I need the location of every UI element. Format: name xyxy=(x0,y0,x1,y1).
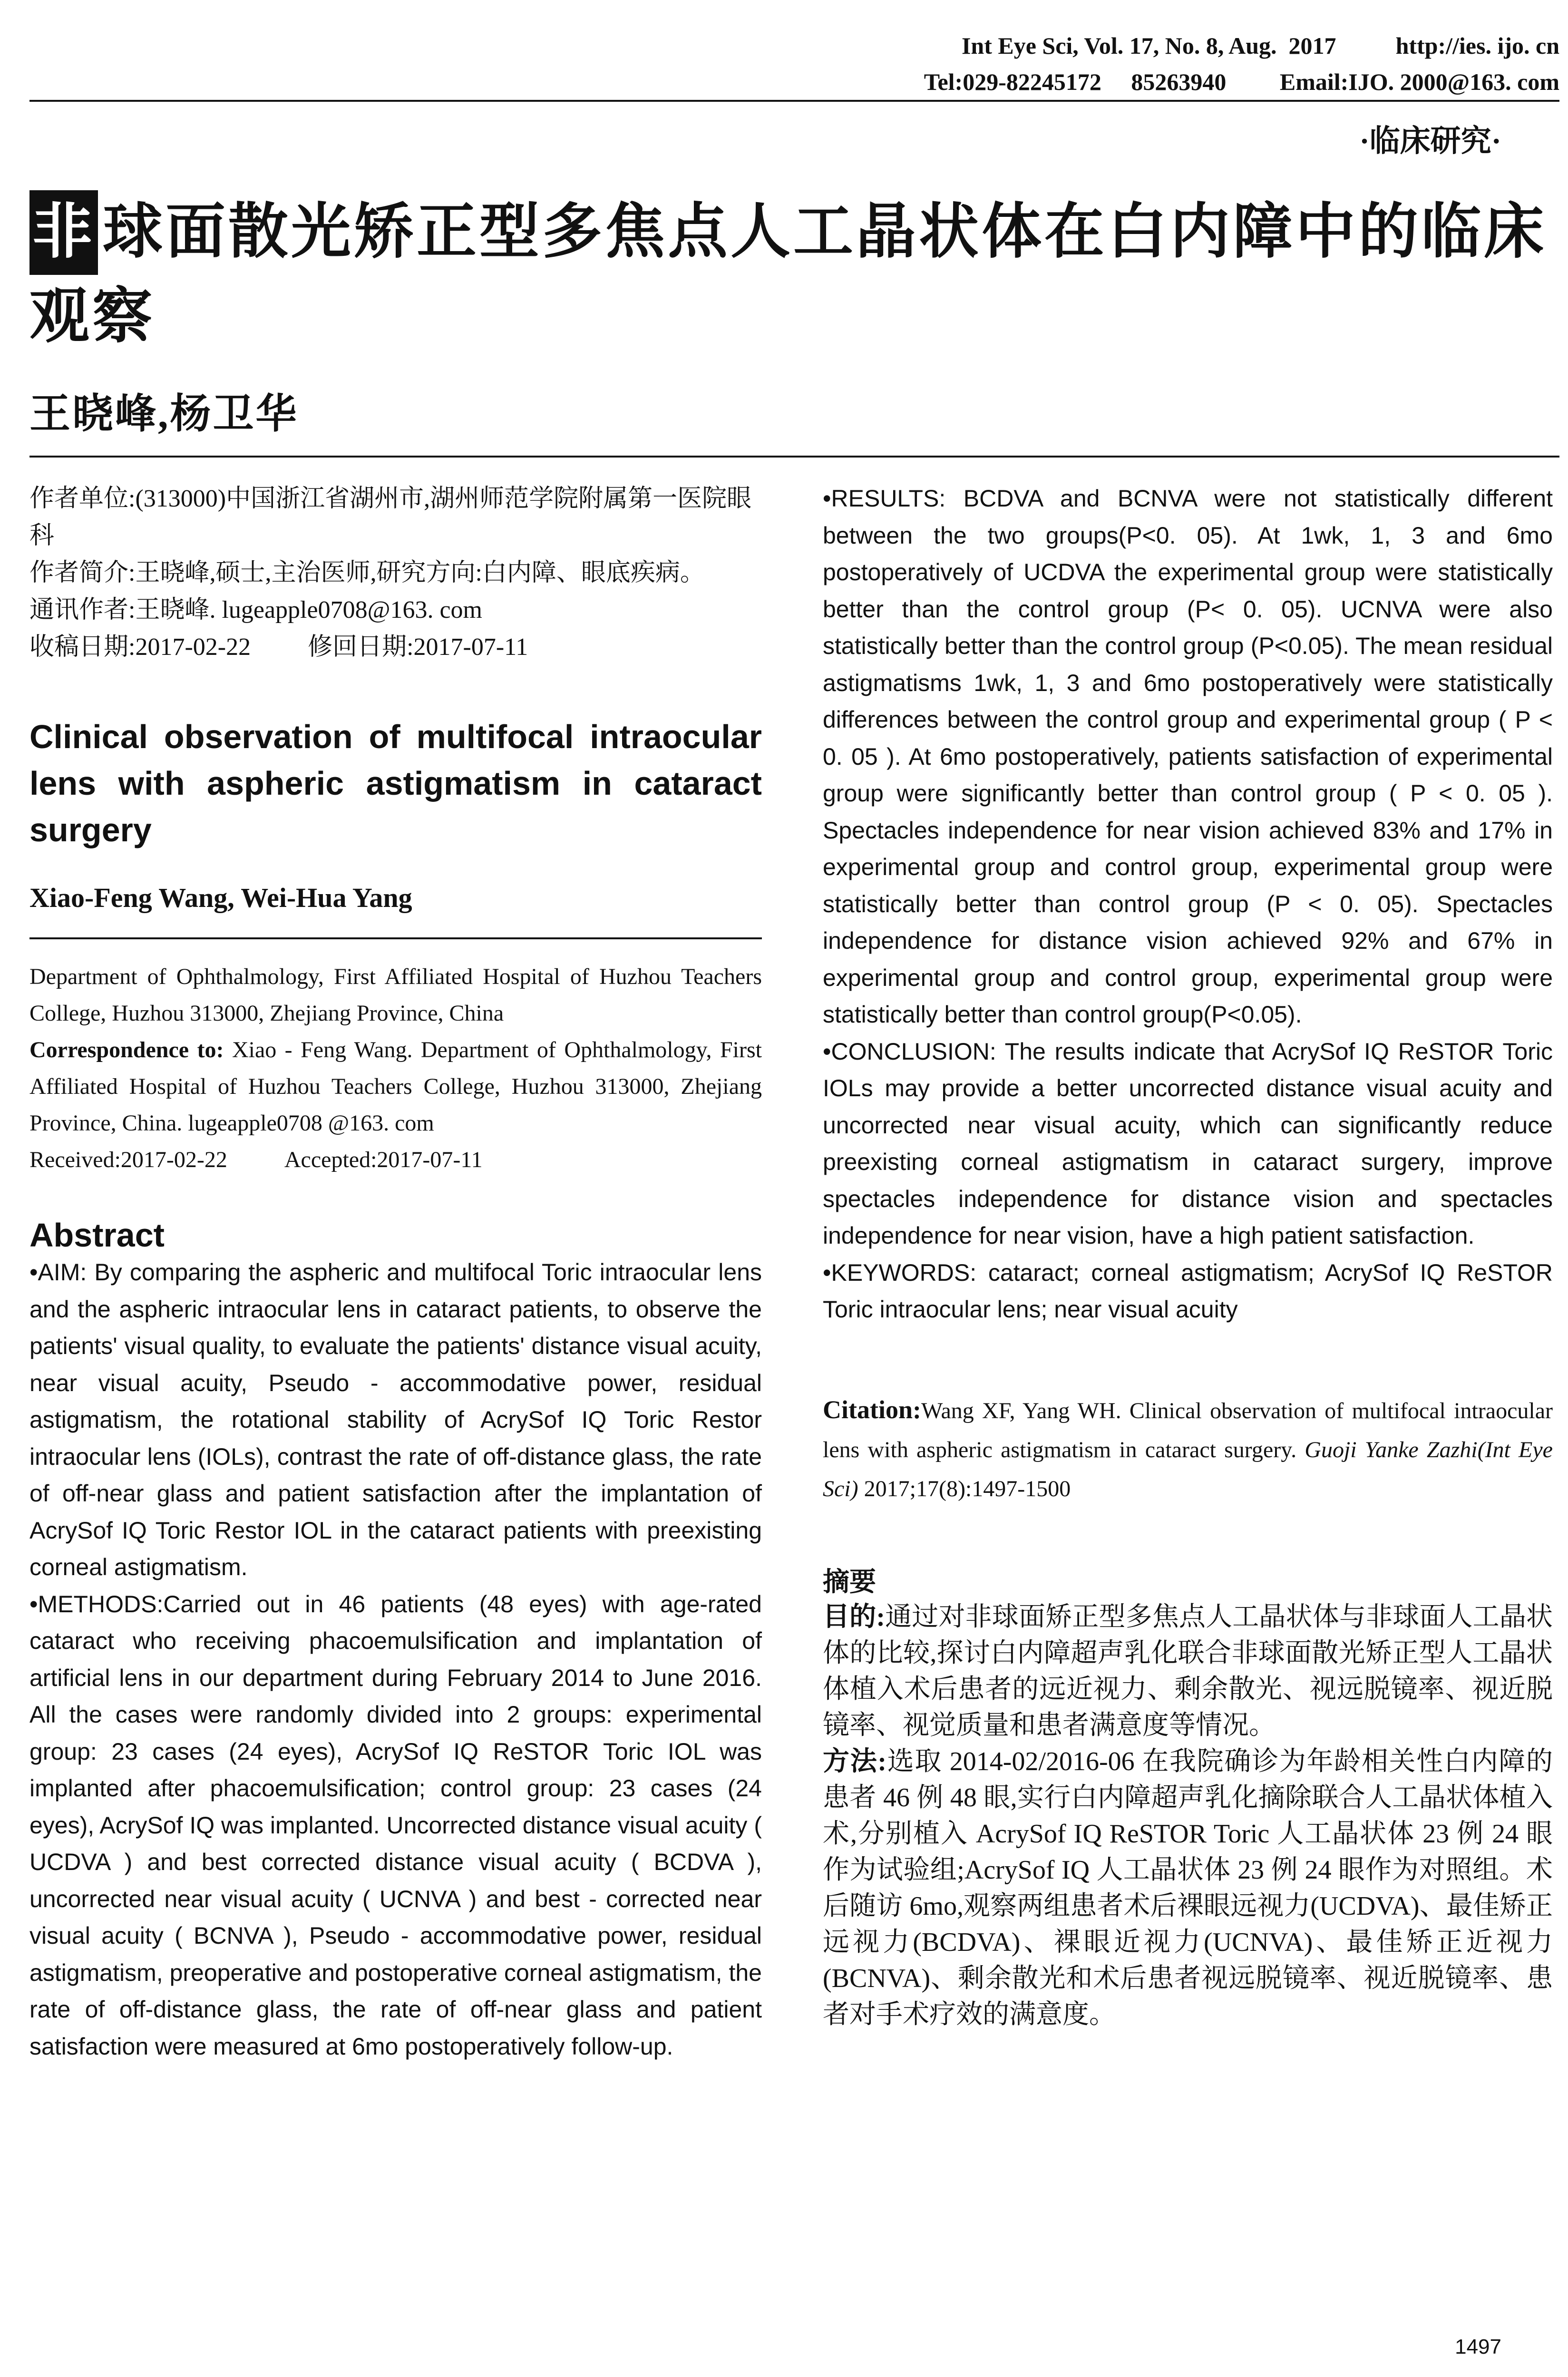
citation-tail: 2017;17(8):1497-1500 xyxy=(858,1476,1071,1501)
abstract-conclusion: •CONCLUSION: The results indicate that AcrySof IQ ReSTOR Toric IOLs may provide a better uncorrected distance visual acuity and uncorrected near visual acuity, which can significantly reduce preexisting corneal astigmatism in cataract surgery, improve spectacles independence for distance vision and spectacles independence for near vision, have a high patient satisfaction. xyxy=(823,1038,1553,1249)
section-tag: ·临床研究· xyxy=(1359,124,1501,158)
author-profile: 作者简介:王晓峰,硕士,主治医师,研究方向:白内障、眼底疾病。 xyxy=(29,559,705,586)
received-en: Received:2017-02-22 xyxy=(29,1147,227,1172)
abstract-right xyxy=(823,480,1553,1328)
author-info xyxy=(29,480,762,666)
cn-aim xyxy=(823,1599,1553,1744)
correspondence-label: Correspondence to: xyxy=(29,1037,224,1062)
citation-label: Citation: xyxy=(823,1395,921,1424)
corresponding-author: 通讯作者:王晓峰. lugeapple0708@163. com xyxy=(29,596,482,623)
cn-methods xyxy=(823,1744,1553,2033)
abstract-keywords: •KEYWORDS: cataract; corneal astigmatism; AcrySof IQ ReSTOR Toric intraocular lens; near visual acuity xyxy=(823,1259,1553,1323)
affiliation-dept: Department of Ophthalmology, First Affiliated Hospital of Huzhou Teachers College, Huzhou 313000, Zhejiang Province, China xyxy=(29,964,762,1026)
left-column xyxy=(29,480,762,2065)
accepted-en: Accepted:2017-07-11 xyxy=(284,1147,483,1172)
header-row-2 xyxy=(924,64,1559,100)
journal-url: http://ies. ijo. cn xyxy=(1395,32,1559,59)
journal-tel: Tel:029-82245172 85263940 xyxy=(924,68,1227,95)
cn-methods-text: 选取 2014-02/2016-06 在我院确诊为年龄相关性白内障的患者 46 例 48 眼,实行白内障超声乳化摘除联合人工晶状体植入术,分别植入 AcrySof IQ ReSTOR Toric 人工晶状体 23 例 24 眼作为试验组;AcrySof IQ 人工晶状体 23 例 24 眼作为对照组。术后随访 6mo,观察两组患者术后裸眼远视力(UCDVA)、最佳矫正远视力(BCDVA)、裸眼近视力(UCNVA)、最佳矫正近视力(BCNVA)、剩余散光和术后患者视远脱镜率、视近脱镜率、患者对手术疗效的满意度。 xyxy=(823,1746,1553,2029)
abstract-left xyxy=(29,1254,762,2065)
dates-cn xyxy=(29,629,762,666)
affiliation xyxy=(29,958,762,1178)
abstract-results: •RESULTS: BCDVA and BCNVA were not statistically different between the two groups(P<0. 05). At 1wk, 1, 3 and 6mo postoperatively of UCDVA the experimental group were statistically better than the control group (P< 0. 05). UCNVA were also statistically better than the control group (P<0.05). The mean residual astigmatisms 1wk, 1, 3 and 6mo postoperatively were statistically differences between the control group and experimental group ( P < 0. 05 ). At 6mo postoperatively, patients satisfaction of experimental group were significantly better than control group ( P < 0. 05 ). Spectacles independence for near vision achieved 83% and 17% in experimental group and control group, experimental group were statistically better than control group (P < 0. 05). Spectacles independence for distance vision achieved 92% and 67% in experimental group and control group, experimental group were statistically better than control group(P<0.05). xyxy=(823,485,1553,1028)
page-number: 1497 xyxy=(1455,2335,1501,2358)
dates-en xyxy=(29,1141,762,1178)
cn-abstract xyxy=(823,1599,1553,2033)
affiliation-rule xyxy=(29,937,762,939)
authors-cn: 王晓峰,杨卫华 xyxy=(29,391,299,437)
citation-journal: Guoji Yanke Zazhi(Int Eye Sci) xyxy=(823,1437,1553,1501)
abstract-methods: •METHODS:Carried out in 46 patients (48 eyes) with age-rated cataract who receiving phacoemulsification and implantation of artificial lens in our department during February 2014 to June 2016. All the cases were randomly divided into 2 groups: experimental group: 23 cases (24 eyes), AcrySof IQ ReSTOR Toric IOL was implanted after phacoemulsification; control group: 23 cases (24 eyes), AcrySof IQ was implanted. Uncorrected distance visual acuity ( UCDVA ) and best corrected distance visual acuity ( BCDVA ), uncorrected near visual acuity ( UCNVA ) and best - corrected near visual acuity ( BCNVA ), Pseudo - accommodative power, residual astigmatism, preoperative and postoperative corneal astigmatism, the rate of off-distance glass, the rate of off-near glass and patient satisfaction were measured at 6mo postoperatively follow-up. xyxy=(29,1590,762,2060)
abstract-aim: •AIM: By comparing the aspheric and multifocal Toric intraocular lens and the aspheric intraocular lens in cataract patients, to observe the patients' visual quality, to evaluate the patients' distance visual acuity, near visual acuity, Pseudo - accommodative power, residual astigmatism, the rotational stability of AcrySof IQ Toric Restor intraocular lens (IOLs), contrast the rate of off-distance glass, the rate of off-near glass and patient satisfaction after the implantation of AcrySof IQ Toric Restor IOL in the cataract patients with preexisting corneal astigmatism. xyxy=(29,1259,762,1580)
english-authors: Xiao-Feng Wang, Wei-Hua Yang xyxy=(29,882,412,913)
right-column xyxy=(823,480,1553,2033)
english-title: Clinical observation of multifocal intraocular lens with aspheric astigmatism in cataract surgery xyxy=(29,718,762,848)
header-row-1 xyxy=(924,28,1559,64)
correspondence-text: Xiao - Feng Wang. Department of Ophthalmology, First Affiliated Hospital of Huzhou Teachers College, Huzhou 313000, Zhejiang Province, China. lugeapple0708 @163. com xyxy=(29,1037,762,1136)
title-rule xyxy=(29,456,1559,458)
title-rest: 球面散光矫正型多焦点人工晶状体在白内障中的临床观察 xyxy=(29,199,1547,350)
article-title xyxy=(29,190,1551,360)
cn-abstract-heading: 摘要 xyxy=(823,1567,876,1597)
abstract-heading: Abstract xyxy=(29,1217,165,1254)
journal-email: Email:IJO. 2000@163. com xyxy=(1279,68,1559,95)
cn-aim-label: 目的: xyxy=(823,1602,885,1632)
running-header xyxy=(924,28,1559,100)
cn-aim-text: 通过对非球面矫正型多焦点人工晶状体与非球面人工晶状体的比较,探讨白内障超声乳化联合非球面散光矫正型人工晶状体植入术后患者的远近视力、剩余散光、视远脱镜率、视近脱镜率、视觉质量和患者满意度等情况。 xyxy=(823,1602,1553,1740)
author-unit: 作者单位:(313000)中国浙江省湖州市,湖州师范学院附属第一医院眼科 xyxy=(29,485,752,549)
revised-cn: 修回日期:2017-07-11 xyxy=(308,633,528,661)
citation xyxy=(823,1390,1553,1509)
citation-text: Wang XF, Yang WH. Clinical observation of multifocal intraocular lens with aspheric astigmatism in cataract surgery. xyxy=(823,1398,1553,1462)
journal-line: Int Eye Sci, Vol. 17, No. 8, Aug. 2017 xyxy=(961,32,1336,59)
correspondence xyxy=(29,1032,762,1141)
cn-methods-label: 方法: xyxy=(823,1746,887,1776)
header-rule xyxy=(29,100,1559,102)
title-first-char: 非 xyxy=(29,190,98,275)
received-cn: 收稿日期:2017-02-22 xyxy=(29,633,251,661)
